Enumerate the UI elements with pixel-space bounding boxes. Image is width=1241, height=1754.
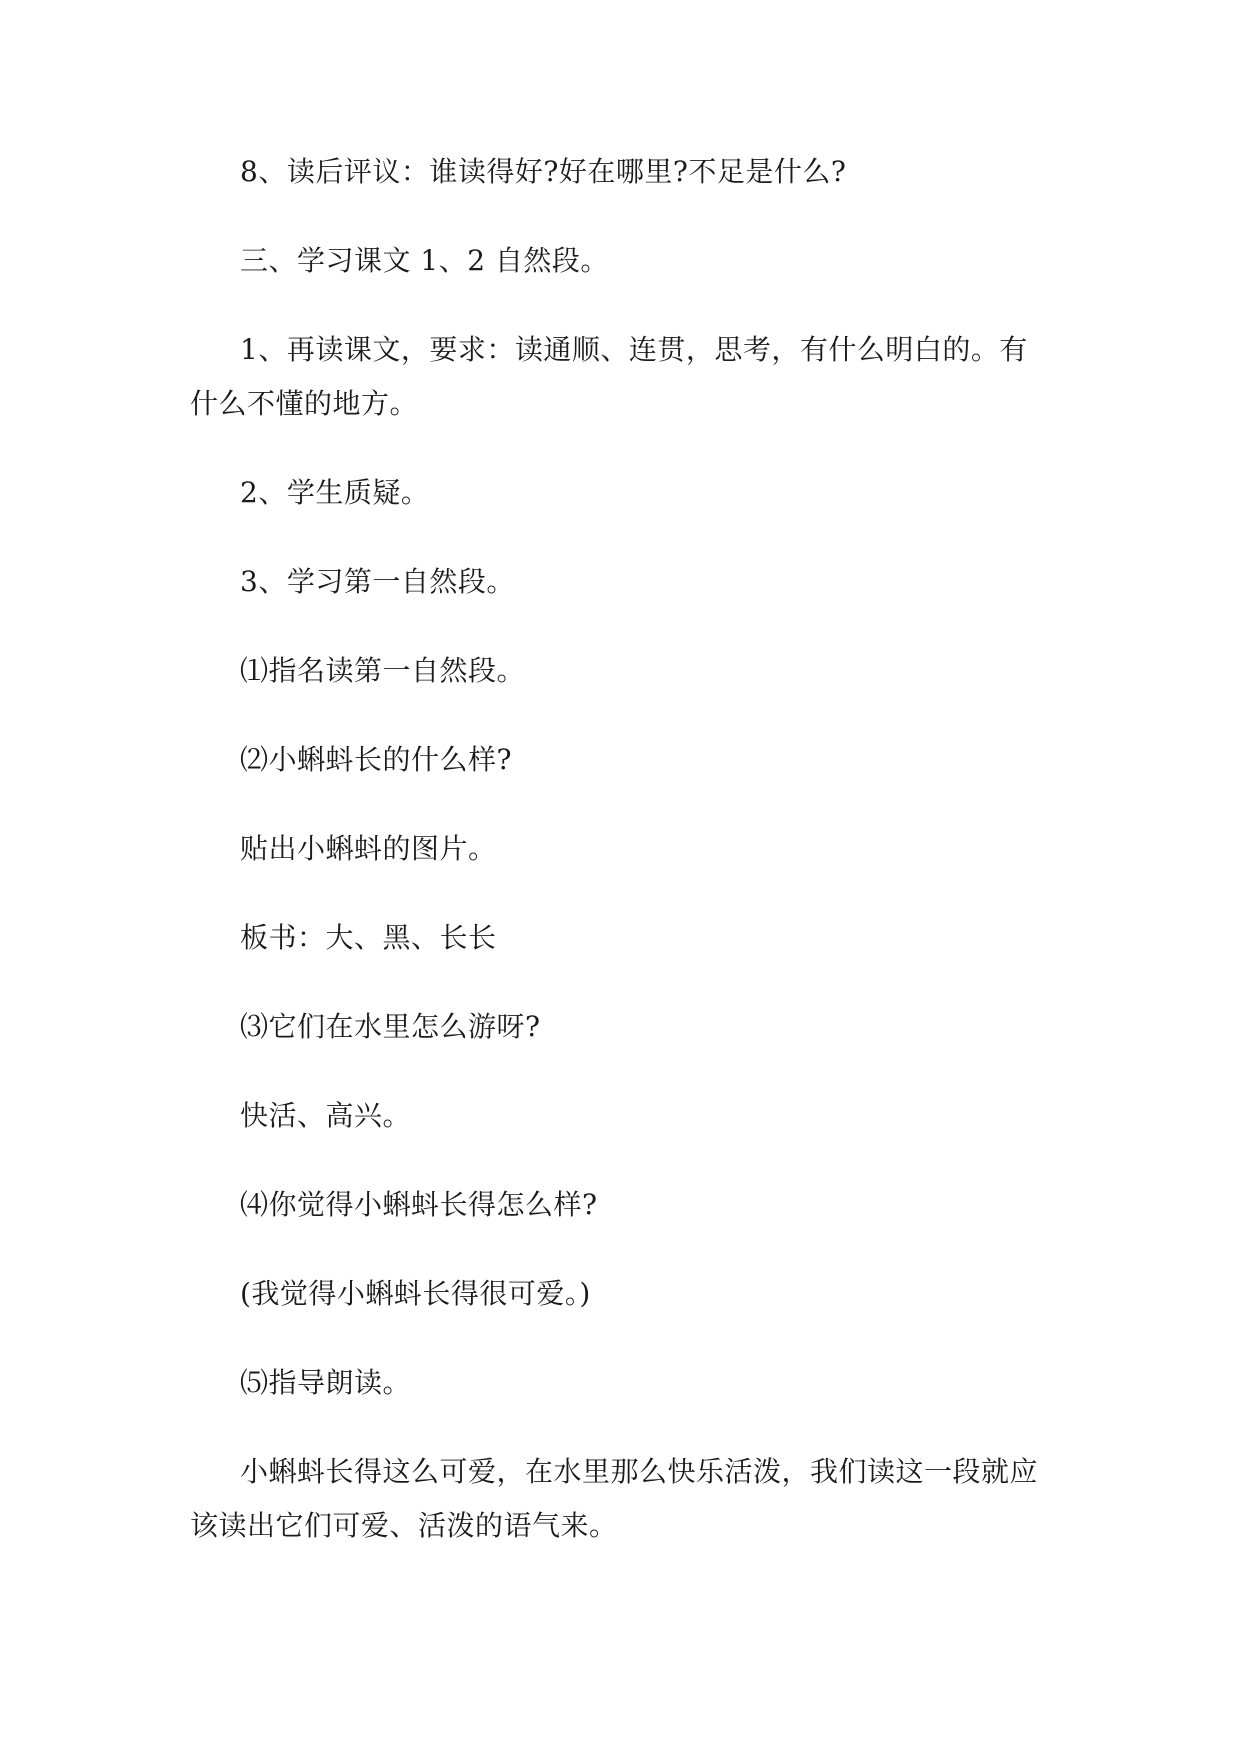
paragraph-answer-happy: 快活、高兴。 bbox=[240, 1099, 412, 1132]
document-body bbox=[190, 145, 1070, 1553]
list-item-1: ⑴指名读第一自然段。 bbox=[240, 654, 526, 687]
paragraph-picture: 贴出小蝌蚪的图片。 bbox=[240, 832, 497, 865]
paragraph-evaluation: 8、读后评议：谁读得好?好在哪里?不足是什么? bbox=[240, 155, 847, 188]
paragraph-answer-cute: (我觉得小蝌蚪长得很可爱。) bbox=[240, 1277, 591, 1310]
section-heading-3: 三、学习课文 1、2 自然段。 bbox=[240, 244, 609, 277]
list-item-2: ⑵小蝌蚪长的什么样? bbox=[240, 743, 513, 776]
paragraph-reading-guidance: 小蝌蚪长得这么可爱，在水里那么快乐活泼，我们读这一段就应 bbox=[240, 1455, 1039, 1488]
list-item-4: ⑷你觉得小蝌蚪长得怎么样? bbox=[240, 1188, 598, 1221]
paragraph-questions: 2、学生质疑。 bbox=[240, 476, 430, 509]
list-item-3: ⑶它们在水里怎么游呀? bbox=[240, 1010, 541, 1043]
paragraph-reread: 1、再读课文，要求：读通顺、连贯，思考，有什么明白的。有 bbox=[240, 333, 1028, 366]
paragraph-reading-guidance-continued: 该读出它们可爱、活泼的语气来。 bbox=[190, 1509, 618, 1542]
list-item-5: ⑸指导朗读。 bbox=[240, 1366, 412, 1399]
paragraph-reread-continued: 什么不懂的地方。 bbox=[190, 387, 419, 420]
paragraph-study-first: 3、学习第一自然段。 bbox=[240, 565, 515, 598]
paragraph-blackboard: 板书：大、黑、长长 bbox=[240, 921, 497, 954]
